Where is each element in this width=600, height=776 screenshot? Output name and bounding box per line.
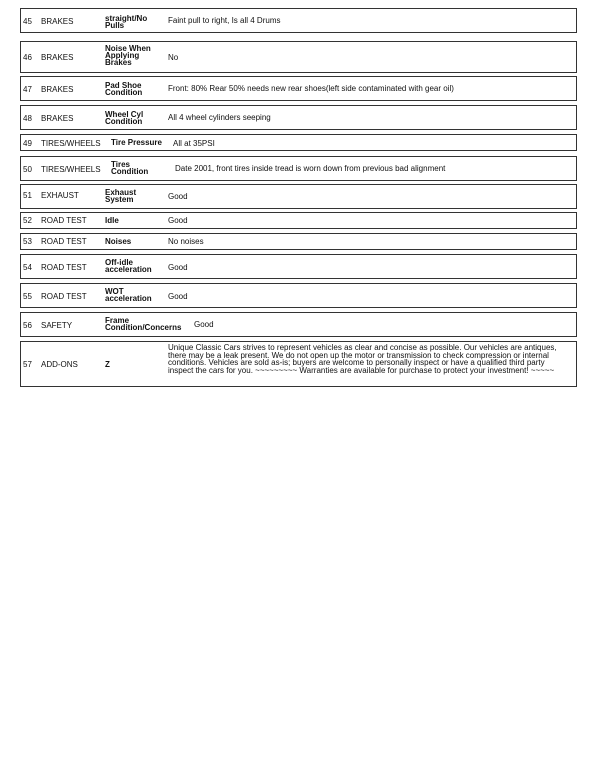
row-note: Good [168,192,188,201]
row-section: ADD-ONS [41,360,78,369]
row-item: Frame Condition/Concerns [105,316,182,332]
table-row [20,254,577,279]
row-note: Good [194,320,214,329]
row-section: TIRES/WHEELS [41,165,101,174]
row-note: Good [168,216,188,225]
table-row [20,184,577,209]
table-row [20,283,577,308]
row-number: 52 [23,216,32,225]
row-item: Tire Pressure [111,138,162,147]
table-row [20,134,577,151]
row-number: 57 [23,360,32,369]
row-note: Faint pull to right, Is all 4 Drums [168,16,281,25]
row-item: Pad Shoe Condition [105,81,143,97]
row-number: 54 [23,263,32,272]
row-item: Wheel Cyl Condition [105,110,144,126]
row-section: BRAKES [41,53,74,62]
row-section: SAFETY [41,321,73,330]
row-section: ROAD TEST [41,216,87,225]
row-number: 46 [23,53,32,62]
row-number: 47 [23,85,32,94]
table-row [20,341,577,387]
row-number: 48 [23,114,32,123]
row-number: 55 [23,292,32,301]
row-item: Off-idle acceleration [105,258,152,274]
row-section: ROAD TEST [41,292,87,301]
table-row [20,76,577,101]
row-note: Date 2001, front tires inside tread is worn down from previous bad alignment [175,164,446,173]
row-note: No noises [168,237,204,246]
table-row [20,233,577,250]
row-item: Exhaust System [105,188,137,204]
table-row [20,312,577,337]
row-item: Tires Condition [111,160,149,176]
table-row [20,156,577,181]
row-number: 56 [23,321,32,330]
table-row [20,105,577,130]
row-note: All 4 wheel cylinders seeping [168,113,271,122]
row-item: Z [105,360,110,369]
row-item: WOT acceleration [105,287,152,303]
row-note: Front: 80% Rear 50% needs new rear shoes(left side contaminated with gear oil) [168,84,454,93]
table-row [20,212,577,229]
row-section: ROAD TEST [41,237,87,246]
row-number: 53 [23,237,32,246]
row-number: 51 [23,191,32,200]
table-row [20,8,577,33]
row-note: All at 35PSI [173,139,215,148]
row-section: EXHAUST [41,191,79,200]
row-note: Good [168,292,188,301]
row-section: BRAKES [41,114,74,123]
row-section: TIRES/WHEELS [41,139,101,148]
row-number: 45 [23,17,32,26]
row-note: Good [168,263,188,272]
row-item: Noise When Applying Brakes [105,44,151,67]
row-number: 50 [23,165,32,174]
table-row [20,41,577,73]
row-item: straight/No Pulls [105,14,148,30]
row-section: ROAD TEST [41,263,87,272]
row-item: Noises [105,237,132,246]
row-note: Unique Classic Cars strives to represent vehicles as clear and concise as possible. Our vehicles are antiques, there may be a leak present. We do not open up the motor or transmission to check compression or internal conditions. Vehicles are sold as-is; buyers are welcome to personally inspect or have a qualified third party inspect the cars for you. ~~~~~~~~~ Warranties are available for purchase to protect your investment! ~~~~~ [168,343,557,375]
row-section: BRAKES [41,17,74,26]
row-number: 49 [23,139,32,148]
row-section: BRAKES [41,85,74,94]
row-note: No [168,53,179,62]
row-item: Idle [105,216,119,225]
